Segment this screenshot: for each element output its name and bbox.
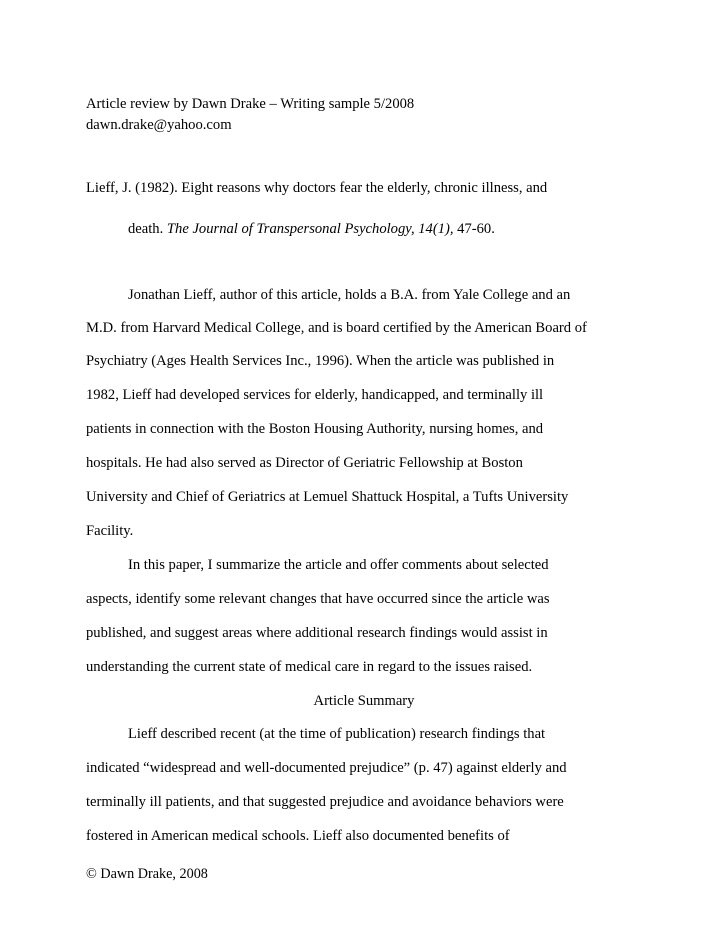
paragraph-line: Psychiatry (Ages Health Services Inc., 1996). When the article was published in bbox=[86, 353, 555, 369]
paragraph-line: understanding the current state of medical care in regard to the issues raised. bbox=[86, 659, 533, 675]
citation-prefix: death. bbox=[128, 221, 167, 237]
paragraph-line: Jonathan Lieff, author of this article, holds a B.A. from Yale College and an bbox=[128, 287, 571, 303]
citation-line-2 bbox=[128, 221, 495, 238]
paragraph-line: hospitals. He had also served as Director of Geriatric Fellowship at Boston bbox=[86, 455, 523, 471]
paragraph-line: terminally ill patients, and that suggested prejudice and avoidance behaviors were bbox=[86, 794, 564, 810]
paragraph-line: published, and suggest areas where additional research findings would assist in bbox=[86, 625, 548, 641]
paragraph-line: Lieff described recent (at the time of publication) research findings that bbox=[128, 726, 546, 742]
paragraph-line: indicated “widespread and well-documented prejudice” (p. 47) against elderly and bbox=[86, 760, 567, 776]
paragraph-line: aspects, identify some relevant changes that have occurred since the article was bbox=[86, 591, 550, 607]
footer-copyright: © Dawn Drake, 2008 bbox=[86, 866, 208, 882]
paragraph-line: University and Chief of Geriatrics at Lemuel Shattuck Hospital, a Tufts University bbox=[86, 489, 569, 505]
citation-pages: 47-60. bbox=[453, 221, 495, 237]
section-heading: Article Summary bbox=[313, 693, 415, 709]
paragraph-line: 1982, Lieff had developed services for elderly, handicapped, and terminally ill bbox=[86, 387, 544, 403]
citation-line-1: Lieff, J. (1982). Eight reasons why doctors fear the elderly, chronic illness, and bbox=[86, 180, 548, 196]
paragraph-line: Facility. bbox=[86, 523, 134, 539]
paragraph-line: patients in connection with the Boston Housing Authority, nursing homes, and bbox=[86, 421, 544, 437]
header-email: dawn.drake@yahoo.com bbox=[86, 117, 232, 133]
header-title: Article review by Dawn Drake – Writing sample 5/2008 bbox=[86, 96, 415, 112]
paragraph-line: fostered in American medical schools. Lieff also documented benefits of bbox=[86, 828, 510, 844]
citation-journal: The Journal of Transpersonal Psychology, 14(1), bbox=[166, 221, 454, 237]
paragraph-line: M.D. from Harvard Medical College, and is board certified by the American Board of bbox=[86, 320, 587, 336]
paragraph-line: In this paper, I summarize the article and offer comments about selected bbox=[128, 557, 549, 573]
